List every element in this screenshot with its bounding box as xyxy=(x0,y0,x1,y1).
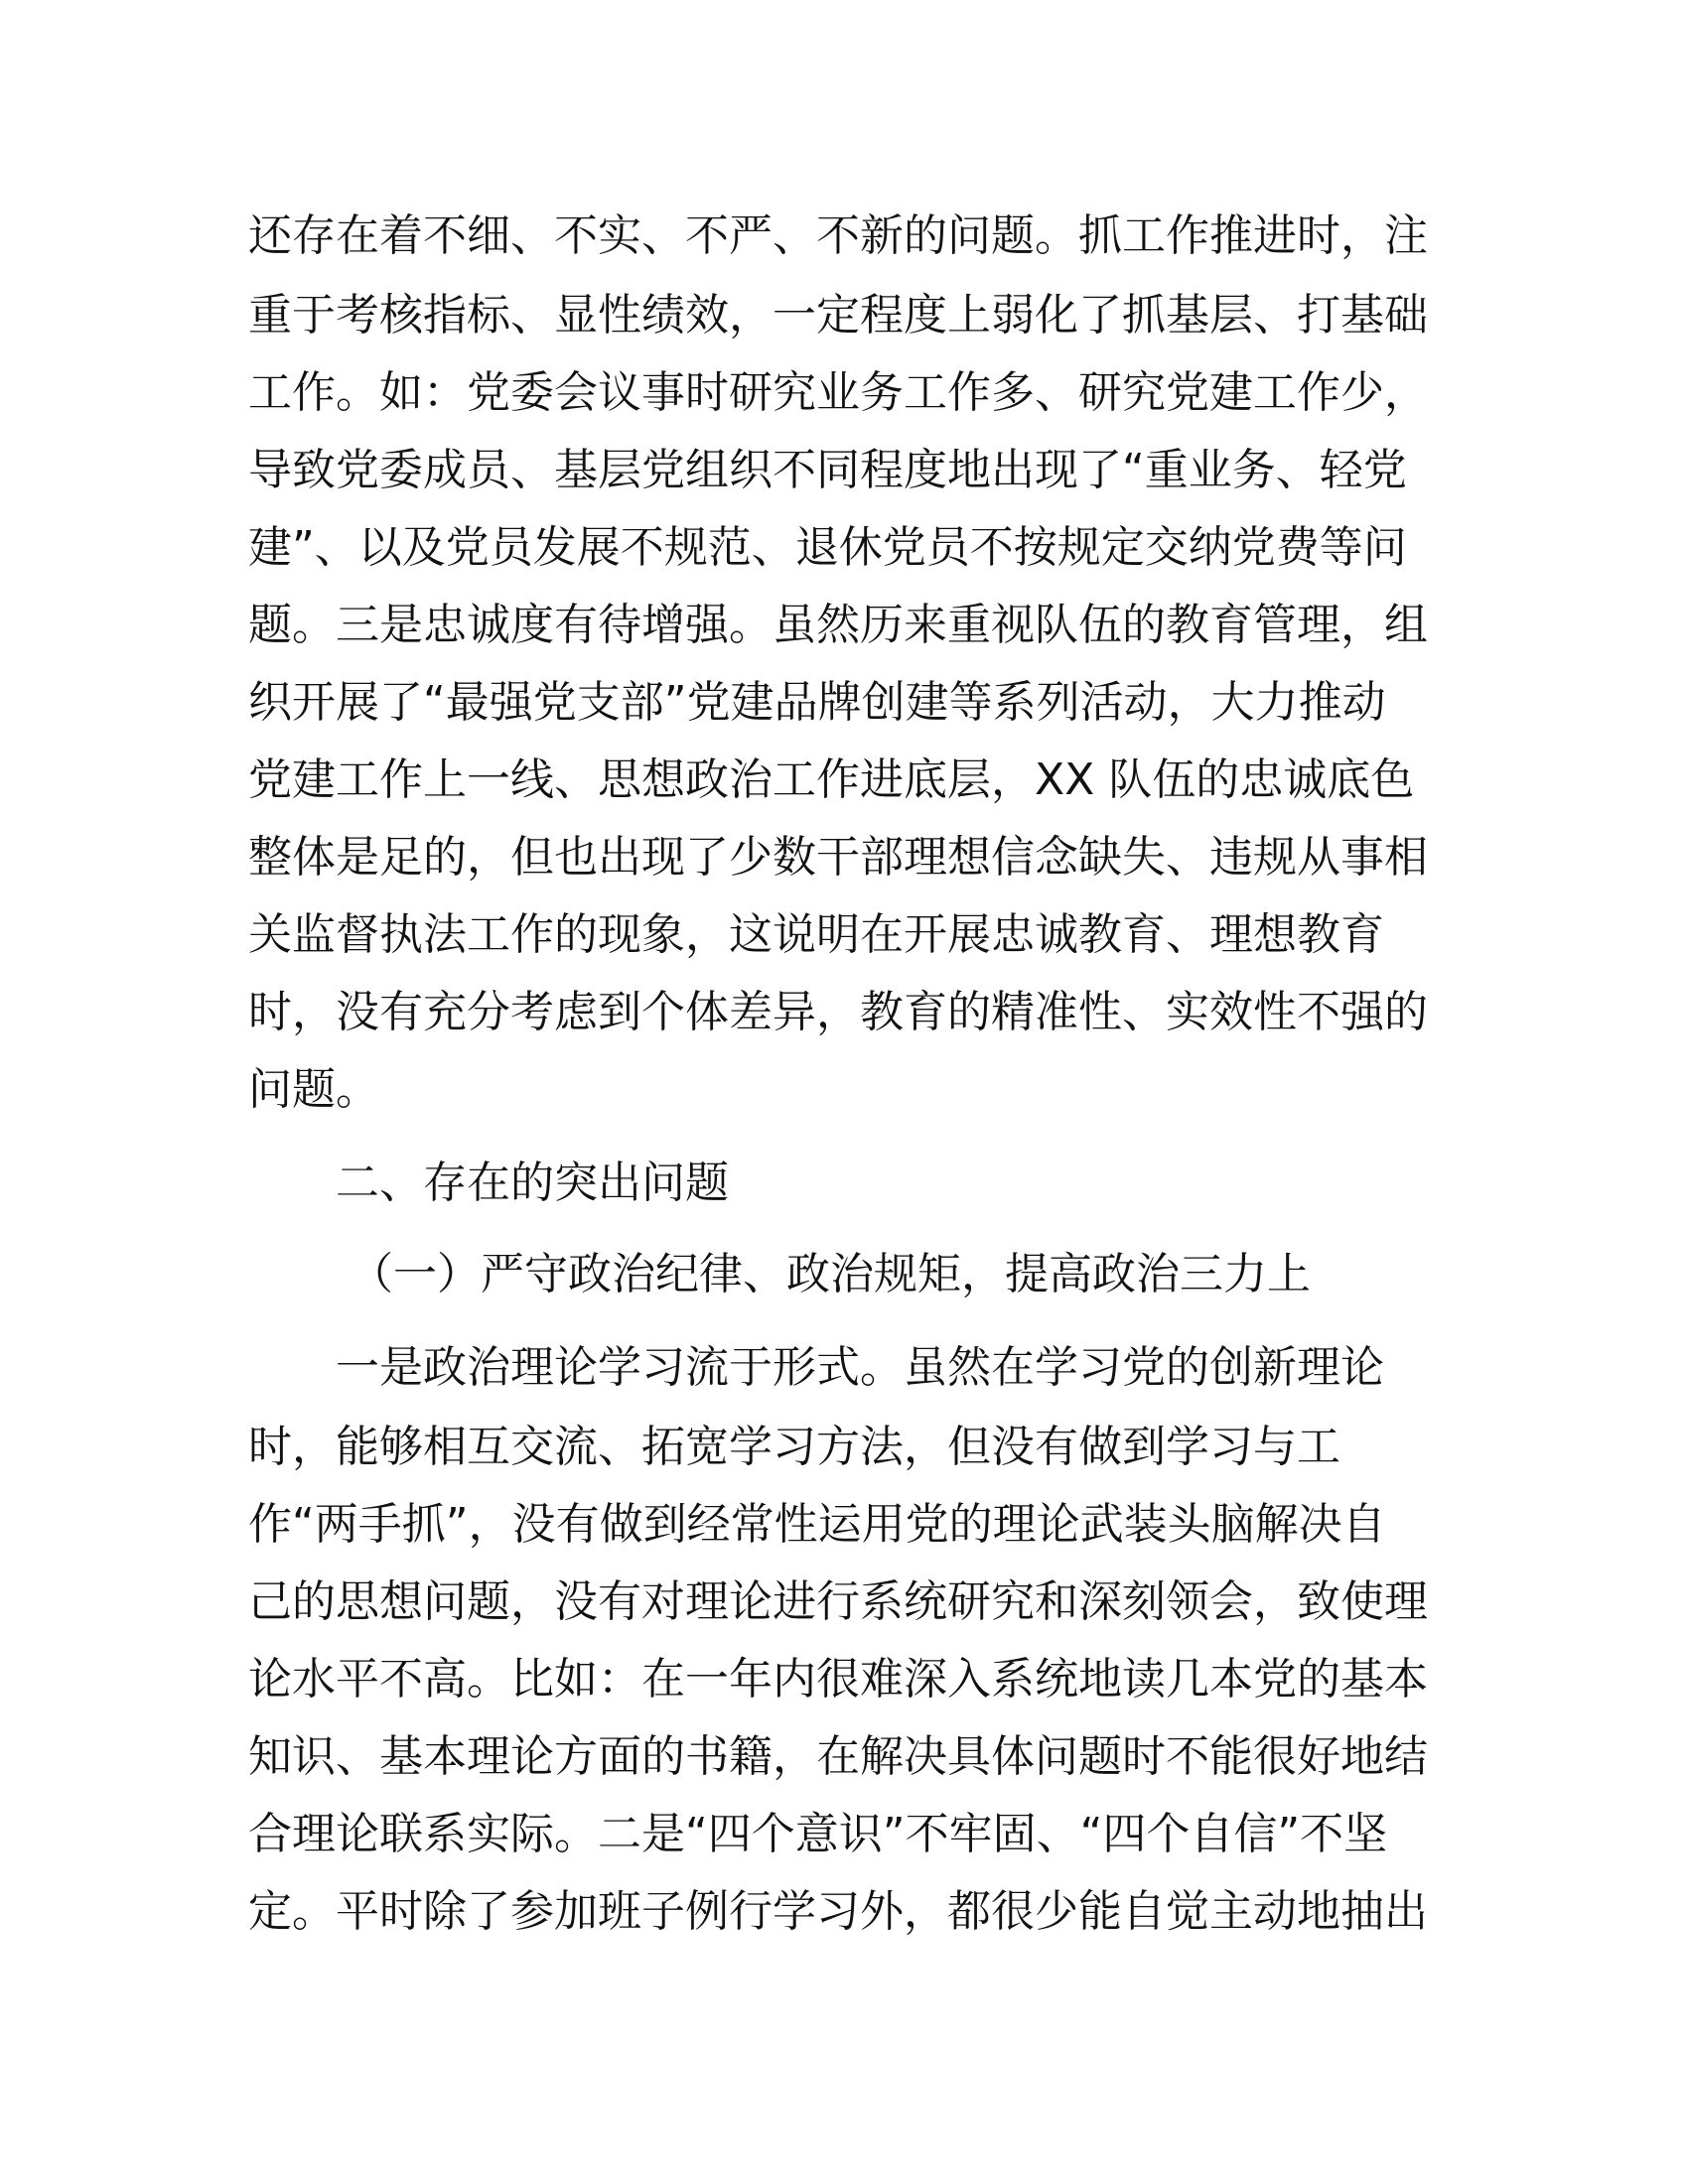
text-line: 问题。 xyxy=(248,1064,379,1115)
text-line: 知识、基本理论方面的书籍，在解决具体问题时不能很好地结 xyxy=(248,1731,1428,1782)
text-line: 工作。如：党委会议事时研究业务工作多、研究党建工作少， xyxy=(248,367,1428,418)
text-line: 重于考核指标、显性绩效，一定程度上弱化了抓基层、打基础 xyxy=(248,290,1428,341)
text-line: 一是政治理论学习流于形式。虽然在学习党的创新理论 xyxy=(336,1342,1384,1393)
text-line: 时，能够相互交流、拓宽学习方法，但没有做到学习与工 xyxy=(248,1422,1340,1472)
subsection-heading: （一）严守政治纪律、政治规矩，提高政治三力上 xyxy=(350,1249,1311,1299)
text-line: 导致党委成员、基层党组织不同程度地出现了“重业务、轻党 xyxy=(248,445,1407,495)
text-line: 建”、以及党员发展不规范、退休党员不按规定交纳党费等问 xyxy=(248,522,1407,573)
text-line: 时，没有充分考虑到个体差异，教育的精准性、实效性不强的 xyxy=(248,987,1428,1037)
text-line: 题。三是忠诚度有待增强。虽然历来重视队伍的教育管理，组 xyxy=(248,600,1428,650)
text-line: 党建工作上一线、思想政治工作进底层，XX 队伍的忠诚底色 xyxy=(248,754,1415,805)
text-line: 关监督执法工作的现象，这说明在开展忠诚教育、理想教育 xyxy=(248,909,1384,960)
text-line: 论水平不高。比如：在一年内很难深入系统地读几本党的基本 xyxy=(248,1654,1428,1705)
text-line: 己的思想问题，没有对理论进行系统研究和深刻领会，致使理 xyxy=(248,1576,1428,1627)
text-line: 作“两手抓”，没有做到经常性运用党的理论武装头脑解决自 xyxy=(248,1499,1386,1550)
text-line: 织开展了“最强党支部”党建品牌创建等系列活动，大力推动 xyxy=(248,677,1386,728)
section-heading: 二、存在的突出问题 xyxy=(336,1158,729,1208)
text-line: 还存在着不细、不实、不严、不新的问题。抓工作推进时，注 xyxy=(248,210,1428,261)
text-line: 定。平时除了参加班子例行学习外，都很少能自觉主动地抽出 xyxy=(248,1886,1428,1937)
text-line: 整体是足的，但也出现了少数干部理想信念缺失、违规从事相 xyxy=(248,832,1428,883)
text-line: 合理论联系实际。二是“四个意识”不牢固、“四个自信”不坚 xyxy=(248,1809,1388,1859)
